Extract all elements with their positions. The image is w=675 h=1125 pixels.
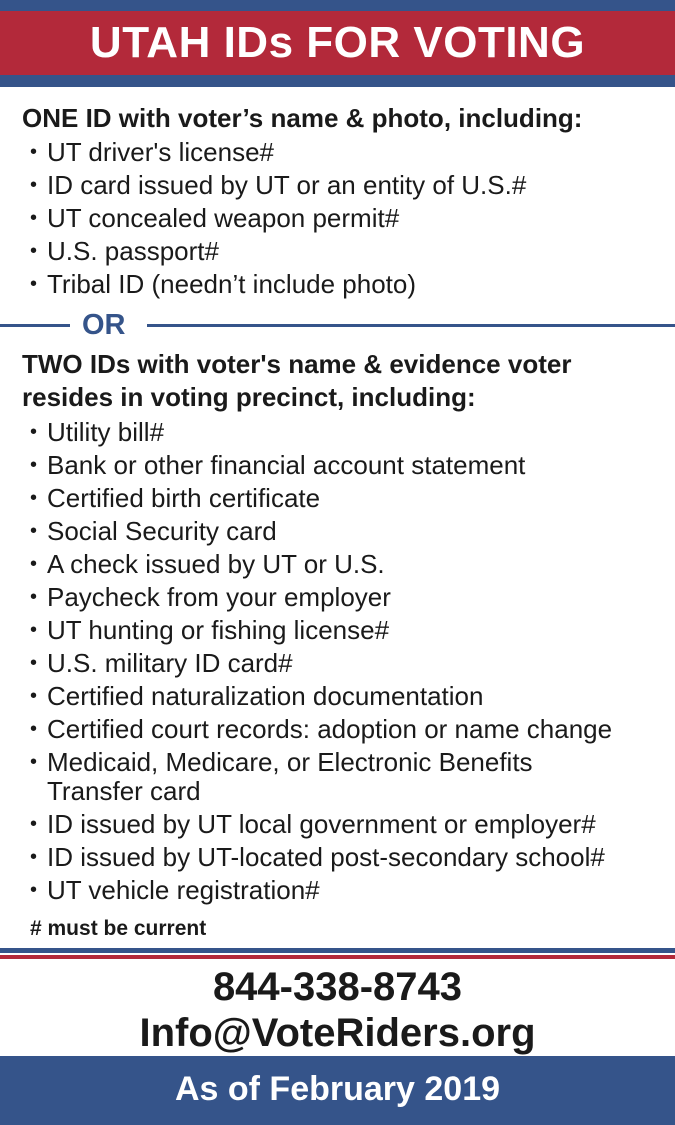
or-divider	[0, 308, 675, 342]
phone-number: 844-338-8743	[212, 965, 463, 1009]
list-item: • Certified court records: adoption or name change	[30, 713, 612, 746]
list-item: • ID issued by UT-located post-secondary school#	[30, 841, 612, 874]
list-item: • UT concealed weapon permit#	[30, 202, 526, 235]
list-item: • A check issued by UT or U.S.	[30, 548, 612, 581]
section-two-heading-line2: resides in voting precinct, including:	[22, 382, 476, 412]
footer-blue-rule	[0, 948, 675, 953]
list-item: • Certified birth certificate	[30, 482, 612, 515]
or-label: OR	[82, 309, 126, 341]
list-item: • UT driver's license#	[30, 136, 526, 169]
list-item: • Certified naturalization documentation	[30, 680, 612, 713]
email-address: Info@VoteRiders.org	[139, 1011, 536, 1055]
section-two-heading-line1: TWO IDs with voter's name & evidence voter	[22, 349, 572, 379]
as-of-date-banner: As of February 2019	[0, 1056, 675, 1125]
list-item: • ID card issued by UT or an entity of U.S.#	[30, 169, 526, 202]
list-item: • Tribal ID (needn’t include photo)	[30, 268, 526, 301]
must-be-current-note: # must be current	[30, 917, 207, 940]
list-item-line: Transfer card	[47, 776, 201, 806]
list-item: • ID issued by UT local government or employer#	[30, 808, 612, 841]
list-item: • Paycheck from your employer	[30, 581, 612, 614]
list-item	[30, 748, 612, 806]
list-item: • UT hunting or fishing license#	[30, 614, 612, 647]
list-item: • UT vehicle registration#	[30, 874, 612, 907]
footer-red-rule	[0, 955, 675, 959]
list-item: • U.S. military ID card#	[30, 647, 612, 680]
divider-line-right	[147, 324, 675, 327]
residence-id-list	[30, 416, 612, 907]
page-title: UTAH IDs FOR VOTING	[0, 11, 675, 75]
list-item: • Social Security card	[30, 515, 612, 548]
list-item: • Bank or other financial account statement	[30, 449, 612, 482]
section-one-heading: ONE ID with voter’s name & photo, including:	[22, 103, 583, 133]
photo-id-list	[30, 136, 526, 301]
header-blue-stripe	[0, 75, 675, 87]
list-item-line: • Medicaid, Medicare, or Electronic Benefits	[47, 747, 533, 777]
divider-line-left	[0, 324, 70, 327]
list-item: • U.S. passport#	[30, 235, 526, 268]
top-blue-stripe	[0, 0, 675, 11]
list-item: • Utility bill#	[30, 416, 612, 449]
